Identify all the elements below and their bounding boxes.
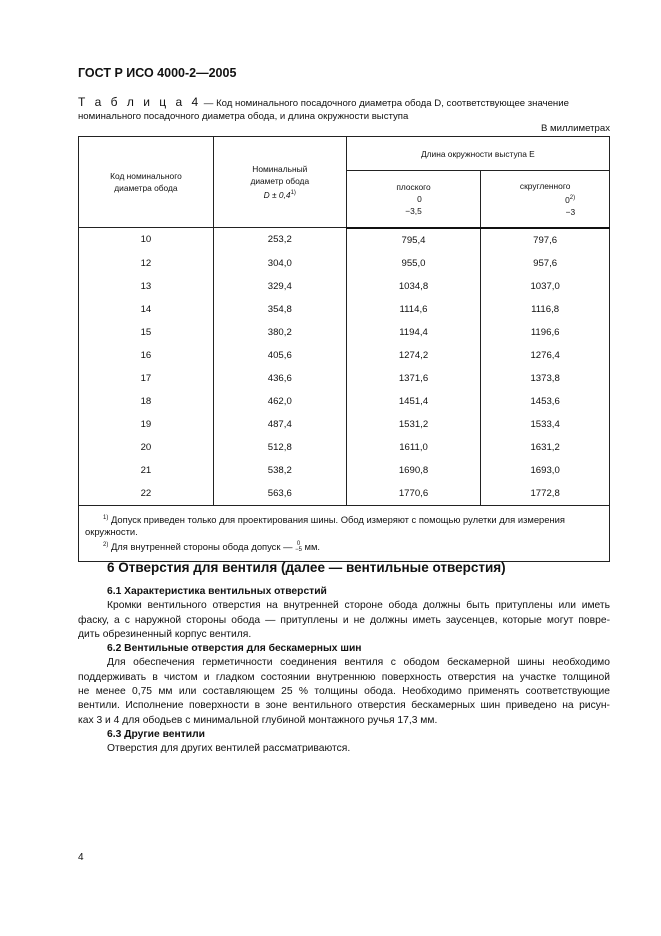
- table-cell: 1276,4: [481, 344, 610, 367]
- data-table: [78, 136, 610, 562]
- table-cell: 487,4: [213, 413, 346, 436]
- table-cell: 20: [79, 436, 214, 459]
- footnote-1-text: Допуск приведен только для проектирования шины. Обод измеряют с помощью рулетки для измерения окружности.: [85, 513, 565, 538]
- table-cell: 563,6: [213, 482, 346, 506]
- section-heading: 6 Отверстия для вентиля (далее — вентильные отверстия): [107, 560, 506, 575]
- footnote-2-end: мм.: [301, 540, 321, 552]
- round-tolerance: [565, 192, 575, 218]
- subsection-6-2-title: 6.2 Вентильные отверстия для бескамерных шин: [107, 643, 362, 655]
- table-cell: 1690,8: [346, 459, 481, 482]
- table-row: [79, 298, 610, 321]
- table-cell: 304,0: [213, 252, 346, 275]
- text-line: вентили. Исполнение поверхности в зоне вентильного отверстия бескамерных шин приведено на рисун-: [78, 700, 610, 712]
- caption-label: Т а б л и ц а 4: [78, 95, 202, 109]
- table-row: [79, 321, 610, 344]
- flat-tolerance: [405, 193, 422, 217]
- table-cell: 957,6: [481, 252, 610, 275]
- table-row: [79, 344, 610, 367]
- table-caption: [78, 96, 610, 123]
- text-line: Кромки вентильного отверстия на внутренней стороне обода должны быть притуплены или иметь: [107, 600, 610, 612]
- footnote-2-text: Для внутренней стороны обода допуск —: [108, 540, 296, 552]
- table-cell: 21: [79, 459, 214, 482]
- table-cell: 1533,4: [481, 413, 610, 436]
- flat-tol-lower: −3,5: [405, 205, 422, 216]
- table-cell: 18: [79, 390, 214, 413]
- footnote-ref-2: 2): [569, 194, 576, 201]
- header-flat-label: плоского: [396, 181, 431, 192]
- subsection-6-1-text: [78, 599, 610, 642]
- header-flat: [346, 171, 481, 228]
- table-row: [79, 390, 610, 413]
- table-cell: 1373,8: [481, 367, 610, 390]
- table-cell: 12: [79, 252, 214, 275]
- header-round-label: скругленного: [519, 180, 571, 191]
- table-cell: 1116,8: [481, 298, 610, 321]
- table-cell: 1611,0: [346, 436, 481, 459]
- footnote-ref-1: 1): [290, 190, 296, 197]
- caption-text: — Код номинального посадочного диаметра обода D, соответствующее значение номинального посадочного диаметра обода, и длина окружности выступа: [78, 98, 569, 122]
- table-cell: 1451,4: [346, 390, 481, 413]
- header-length: Длина окружности выступа E: [346, 137, 609, 171]
- table-cell: 1114,6: [346, 298, 481, 321]
- text-line: ках 3 и 4 для ободьев с минимальной глубиной монтажного ручья 17,3 мм.: [78, 714, 438, 726]
- table-row: [79, 252, 610, 275]
- table-cell: 512,8: [213, 436, 346, 459]
- table-row: [79, 367, 610, 390]
- flat-tol-upper: 0: [417, 193, 422, 204]
- table-cell: 1770,6: [346, 482, 481, 506]
- fn2-tol-lower: −5: [295, 547, 302, 554]
- footnote-2-tolerance: [295, 541, 302, 553]
- text-line: дить обрезиненный корпус вентиля.: [78, 628, 252, 640]
- table-cell: 538,2: [213, 459, 346, 482]
- document-header: ГОСТ Р ИСО 4000-2—2005: [78, 66, 237, 80]
- table-cell: 1631,2: [481, 436, 610, 459]
- round-tol-upper: 0: [565, 194, 570, 205]
- table-cell: 1194,4: [346, 321, 481, 344]
- table-cell: 14: [79, 298, 214, 321]
- table-cell: 253,2: [213, 228, 346, 252]
- table-cell: 955,0: [346, 252, 481, 275]
- text-line: не менее 0,75 мм или составляющем 25 % толщины обода. Необходимо применять соответствующие: [78, 686, 610, 698]
- table-cell: 1772,8: [481, 482, 610, 506]
- table-cell: 462,0: [213, 390, 346, 413]
- table-cell: 19: [79, 413, 214, 436]
- fn2-tol-upper: 0: [296, 541, 301, 548]
- round-tol-lower: −3: [565, 206, 576, 217]
- table-row: [79, 436, 610, 459]
- footnote-2-mark: 2): [103, 541, 109, 548]
- table-row: [79, 482, 610, 506]
- table-cell: 1274,2: [346, 344, 481, 367]
- text-line: Для обеспечения герметичности соединения вентиля с ободом бескамерной шины необходимо: [107, 657, 610, 669]
- table-row: [79, 275, 610, 298]
- header-diameter-tol: D ± 0,4: [263, 189, 291, 200]
- table-cell: 795,4: [346, 228, 481, 252]
- table-cell: 1034,8: [346, 275, 481, 298]
- header-diameter: [213, 137, 346, 228]
- section-6-body: [78, 585, 610, 757]
- footnote-2: [85, 539, 603, 554]
- table-cell: 380,2: [213, 321, 346, 344]
- footnote-1: [85, 512, 603, 539]
- table-row: [79, 413, 610, 436]
- header-code: Код номинального диаметра обода: [79, 137, 214, 228]
- table-cell: 1371,6: [346, 367, 481, 390]
- table-row: [79, 459, 610, 482]
- table-cell: 17: [79, 367, 214, 390]
- header-diameter-label: Номинальный диаметр обода: [250, 164, 310, 187]
- table-cell: 16: [79, 344, 214, 367]
- table-cell: 329,4: [213, 275, 346, 298]
- subsection-6-2-text: [78, 656, 610, 727]
- table-cell: 13: [79, 275, 214, 298]
- table-cell: 1453,6: [481, 390, 610, 413]
- table-cell: 15: [79, 321, 214, 344]
- table-cell: 1693,0: [481, 459, 610, 482]
- subsection-6-1-title: 6.1 Характеристика вентильных отверстий: [107, 586, 327, 597]
- header-round: [481, 171, 610, 228]
- table-cell: 1531,2: [346, 413, 481, 436]
- page-number: 4: [78, 852, 84, 863]
- subsection-6-3-title: 6.3 Другие вентили: [107, 728, 205, 740]
- subsection-6-3-text: [78, 742, 610, 756]
- table-cell: 1037,0: [481, 275, 610, 298]
- footnote-1-mark: 1): [103, 514, 109, 521]
- table-cell: 436,6: [213, 367, 346, 390]
- table-cell: 354,8: [213, 298, 346, 321]
- table-cell: 1196,6: [481, 321, 610, 344]
- table-row: [79, 228, 610, 252]
- units-note: В миллиметрах: [540, 123, 610, 134]
- table-cell: 10: [79, 228, 214, 252]
- table-footnotes: [79, 505, 610, 562]
- table-cell: 405,6: [213, 344, 346, 367]
- text-line: Отверстия для других вентилей рассматриваются.: [107, 743, 351, 755]
- text-line: фаску, а с наружной стороны обода — притуплены и не должны иметь заусенцев, которые могут повре-: [78, 614, 610, 626]
- text-line: поддерживать в чистом и гладком состоянии внутреннюю поверхность отверстия на участке толщиной: [78, 671, 610, 683]
- table-cell: 797,6: [481, 228, 610, 252]
- table-cell: 22: [79, 482, 214, 506]
